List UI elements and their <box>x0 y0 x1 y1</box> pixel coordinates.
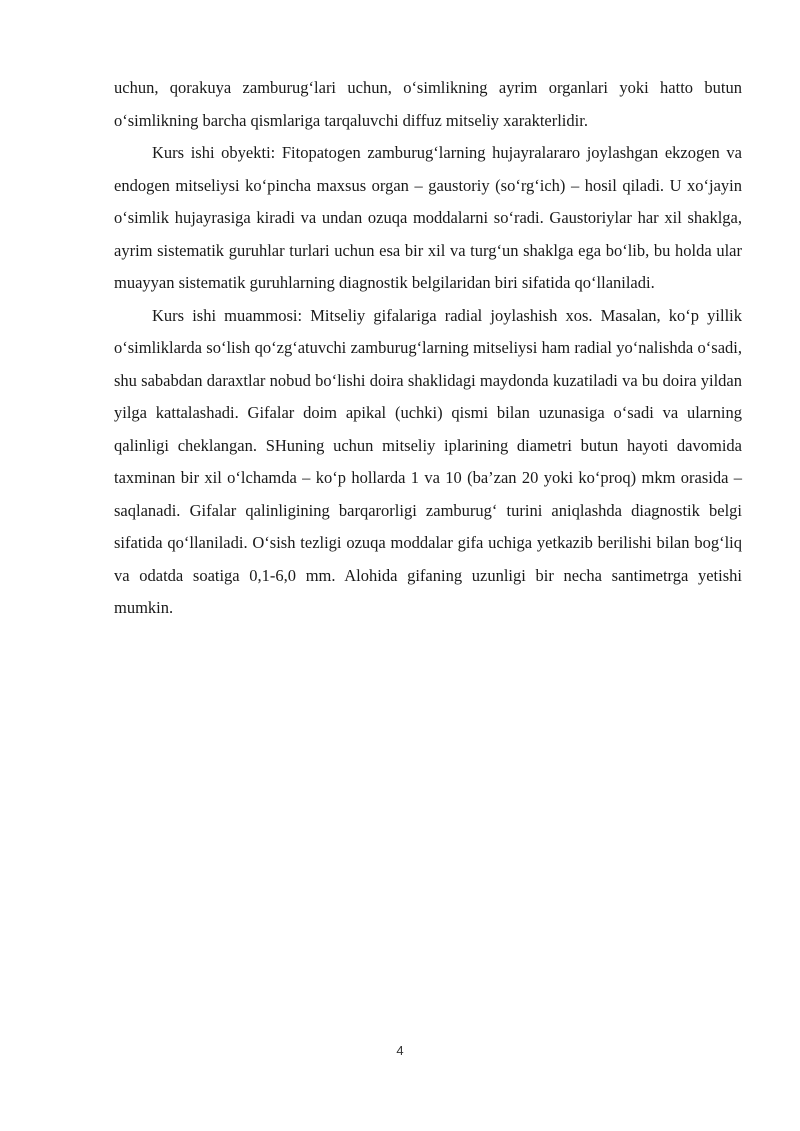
paragraph-research-object: Kurs ishi obyekti: Fitopatogen zamburug‘larning hujayralararo joylashgan ekzogen va endogen mitseliysi ko‘pincha maxsus organ – gaustoriy (so‘rg‘ich) – hosil qiladi. U xo‘jayin o‘simlik hujayrasiga kiradi va undan ozuqa moddalarni so‘radi. Gaustoriylar har xil shaklga, ayrim sistematik guruhlar turlari uchun esa bir xil va turg‘un shaklga ega bo‘lib, bu holda ular muayyan sistematik guruhlarning diagnostik belgilaridan biri sifatida qo‘llaniladi. <box>114 143 742 292</box>
paragraph-research-problem: Kurs ishi muammosi: Mitseliy gifalariga radial joylashish xos. Masalan, ko‘p yillik o‘simliklarda so‘lish qo‘zg‘atuvchi zamburug‘larning mitseliysi ham radial yo‘nalishda o‘sadi, shu sababdan daraxtlar nobud bo‘lishi doira shaklidagi maydonda kuzatiladi va bu doira yildan yilga kattalashadi. Gifalar doim apikal (uchki) qismi bilan uzunasiga o‘sadi va ularning qalinligi cheklangan. SHuning uchun mitseliy iplarining diametri butun hayoti davomida taxminan bir xil o‘lchamda – ko‘p hollarda 1 va 10 (ba’zan 20 yoki ko‘proq) mkm orasida – saqlanadi. Gifalar qalinligining barqarorligi zamburug‘ turini aniqlashda diagnostik belgi sifatida qo‘llaniladi. O‘sish tezligi ozuqa moddalar gifa uchiga yetkazib berilishi bilan bog‘liq va odatda soatiga 0,1-6,0 mm. Alohida gifaning uzunligi bir necha santimetrga yetishi mumkin. <box>114 305 742 617</box>
page-number: 4 <box>396 1043 404 1058</box>
page-body <box>114 72 742 625</box>
paragraph-continuation: uchun, qorakuya zamburug‘lari uchun, o‘simlikning ayrim organlari yoki hatto butun o‘simlikning barcha qismlariga tarqaluvchi diffuz mitseliy xarakterlidir. <box>114 78 742 130</box>
